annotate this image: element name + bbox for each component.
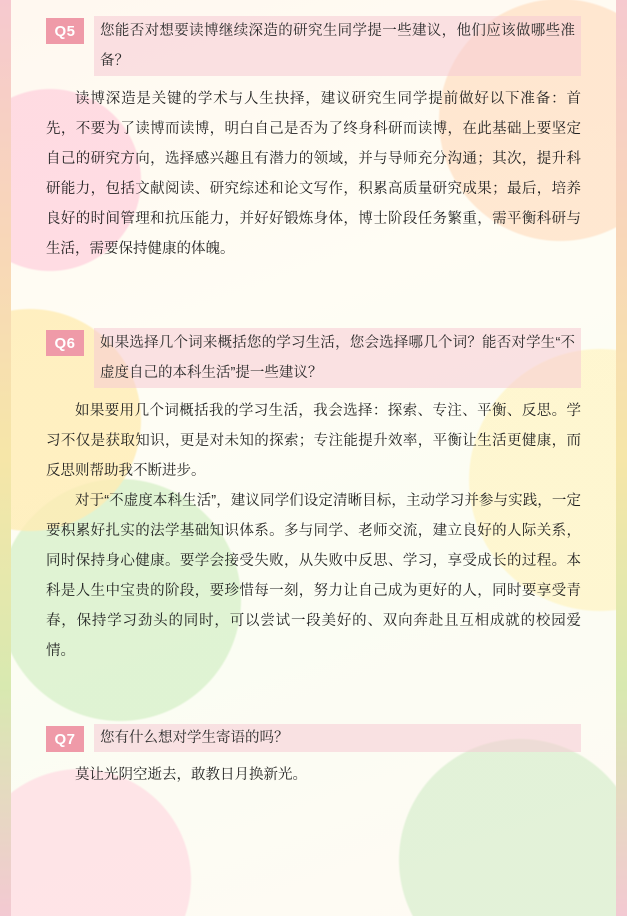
- qa-block-q7: [46, 724, 581, 790]
- answer-text-q6-p1: 如果要用几个词概括我的学习生活，我会选择：探索、专注、平衡、反思。学习不仅是获取知识，更是对未知的探索；专注能提升效率，平衡让生活更健康，而反思则帮助我不断进步。: [46, 403, 581, 479]
- question-text-q5: 您能否对想要读博继续深造的研究生同学提一些建议，他们应该做哪些准备？: [94, 16, 581, 76]
- answer-text-q6-p2: 对于“不虚度本科生活”，建议同学们设定清晰目标，主动学习并参与实践，一定要积累好扎实的法学基础知识体系。多与同学、老师交流，建立良好的人际关系，同时保持身心健康。要学会接受失败，从失败中反思、学习，享受成长的过程。本科是人生中宝贵的阶段，要珍惜每一刻，努力让自己成为更好的人，同时要享受青春，保持学习劲头的同时，可以尝试一段美好的、双向奔赴且互相成就的校园爱情。: [46, 493, 581, 659]
- question-text-q7: 您有什么想对学生寄语的吗？: [94, 724, 581, 752]
- answer-text-q7-p1: 莫让光阴空逝去，敢教日月换新光。: [75, 767, 307, 783]
- spacer-after-q6: [46, 672, 581, 724]
- qa-block-q6: [46, 328, 581, 666]
- question-badge-q7: Q7: [46, 726, 84, 752]
- spacer-after-q5: [46, 270, 581, 328]
- qa-block-q5: [46, 16, 581, 264]
- answer-text-q5-p1: 读博深造是关键的学术与人生抉择，建议研究生同学提前做好以下准备：首先，不要为了读博而读博，明白自己是否为了终身科研而读博，在此基础上要坚定自己的研究方向，选择感兴趣且有潜力的领域，并与导师充分沟通；其次，提升科研能力，包括文献阅读、研究综述和论文写作，积累高质量研究成果；最后，培养良好的时间管理和抗压能力，并好好锻炼身体，博士阶段任务繁重，需平衡科研与生活，需要保持健康的体魄。: [46, 91, 581, 257]
- question-row-q7: [46, 724, 581, 752]
- question-badge-q6: Q6: [46, 330, 84, 356]
- question-row-q6: [46, 328, 581, 388]
- question-badge-q5: Q5: [46, 18, 84, 44]
- question-text-q6: 如果选择几个词来概括您的学习生活，您会选择哪几个词？能否对学生“不虚度自己的本科生活”提一些建议？: [94, 328, 581, 388]
- top-spacer: [46, 0, 581, 16]
- question-row-q5: [46, 16, 581, 76]
